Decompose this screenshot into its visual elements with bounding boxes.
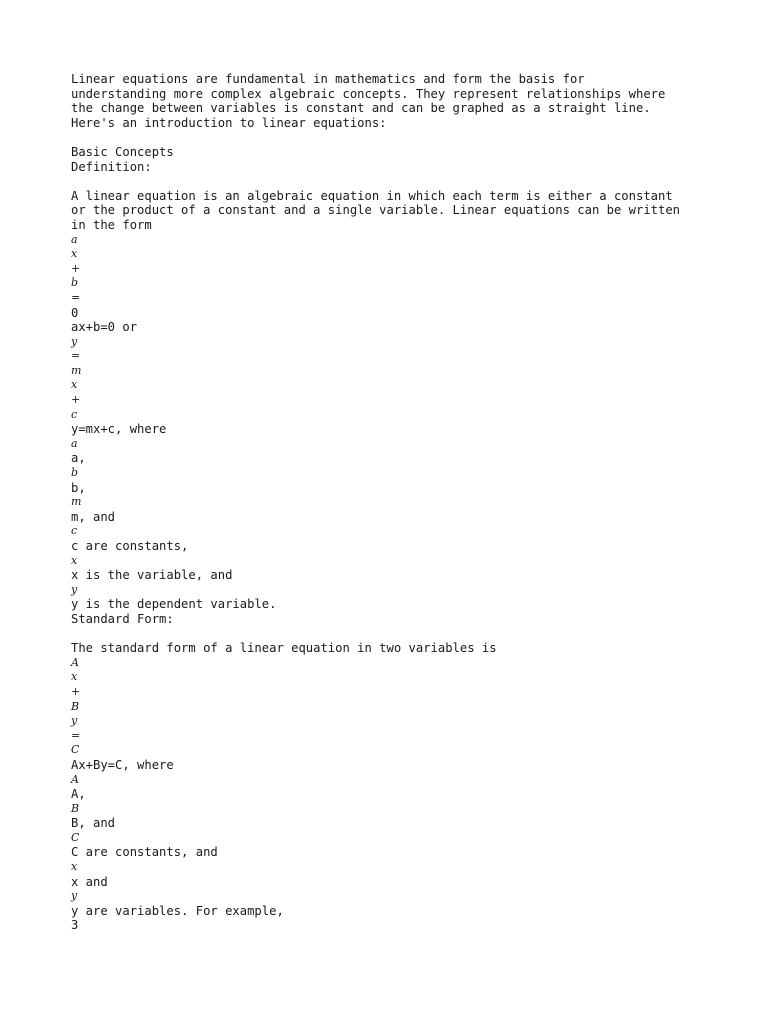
- math-token: =: [71, 728, 81, 742]
- math-token: y: [71, 334, 78, 348]
- math-variable: B: [71, 801, 80, 815]
- math-token: b: [71, 276, 79, 290]
- math-token: B: [71, 699, 80, 713]
- document-body: [71, 72, 731, 933]
- text-line: the change between variables is constant and can be graphed as a straight line.: [71, 101, 651, 116]
- spacer: [71, 174, 731, 189]
- math-token: x: [71, 670, 78, 684]
- math-equation-2: [71, 335, 731, 423]
- math-token: =: [71, 349, 81, 363]
- definition-heading: Definition:: [71, 159, 152, 174]
- math-variable: a: [71, 436, 78, 450]
- math-token: +: [71, 393, 81, 407]
- math-variable: y: [71, 889, 78, 903]
- text-line: Linear equations are fundamental in mathematics and form the basis for: [71, 72, 585, 86]
- math-token: =: [71, 290, 81, 304]
- variable-text: y are variables. For example,: [71, 903, 284, 918]
- variable-text: b,: [71, 480, 86, 495]
- math-equation-1: [71, 233, 731, 321]
- standard-form-heading: Standard Form:: [71, 611, 174, 626]
- math-token: x: [71, 378, 78, 392]
- definition-paragraph: [71, 189, 731, 233]
- section-heading: Basic Concepts: [71, 144, 174, 159]
- math-variable: m: [71, 495, 82, 509]
- intro-paragraph: [71, 72, 731, 130]
- text-line: Here's an introduction to linear equations:: [71, 115, 387, 130]
- text-line: understanding more complex algebraic concepts. They represent relationships where: [71, 86, 666, 101]
- text-line: A linear equation is an algebraic equation in which each term is either a constant: [71, 188, 673, 203]
- math-token: +: [71, 261, 81, 275]
- math-token: 0: [71, 305, 79, 320]
- math-token: a: [71, 232, 78, 246]
- math-variable: x: [71, 860, 78, 874]
- equation-text: y=mx+c, where: [71, 422, 167, 437]
- text-line: or the product of a constant and a single variable. Linear equations can be written: [71, 203, 681, 218]
- variable-text: C are constants, and: [71, 845, 218, 860]
- math-token: C: [71, 743, 80, 757]
- math-equation-3: [71, 656, 731, 758]
- math-token: +: [71, 684, 81, 698]
- math-variable: C: [71, 830, 80, 844]
- trailing-text: 3: [71, 918, 79, 933]
- variable-text: A,: [71, 787, 86, 802]
- math-token: A: [71, 655, 79, 669]
- variable-text: a,: [71, 451, 86, 466]
- text-line: in the form: [71, 217, 152, 232]
- math-variable: x: [71, 553, 78, 567]
- math-token: m: [71, 363, 82, 377]
- spacer: [71, 627, 731, 642]
- math-variable: b: [71, 466, 79, 480]
- math-token: x: [71, 247, 78, 261]
- math-variable: A: [71, 772, 79, 786]
- math-token: c: [71, 407, 78, 421]
- math-token: y: [71, 714, 78, 728]
- variable-text: x and: [71, 874, 108, 889]
- variable-text: m, and: [71, 509, 116, 524]
- equation-text: Ax+By=C, where: [71, 757, 174, 772]
- math-variable: c: [71, 524, 78, 538]
- equation-text: ax+b=0 or: [71, 320, 138, 335]
- standard-form-text: The standard form of a linear equation in two variables is: [71, 641, 497, 656]
- math-variable: y: [71, 582, 78, 596]
- variable-text: y is the dependent variable.: [71, 597, 277, 612]
- variable-text: x is the variable, and: [71, 568, 233, 583]
- variable-text: c are constants,: [71, 539, 189, 553]
- spacer: [71, 130, 731, 145]
- variable-text: B, and: [71, 816, 116, 831]
